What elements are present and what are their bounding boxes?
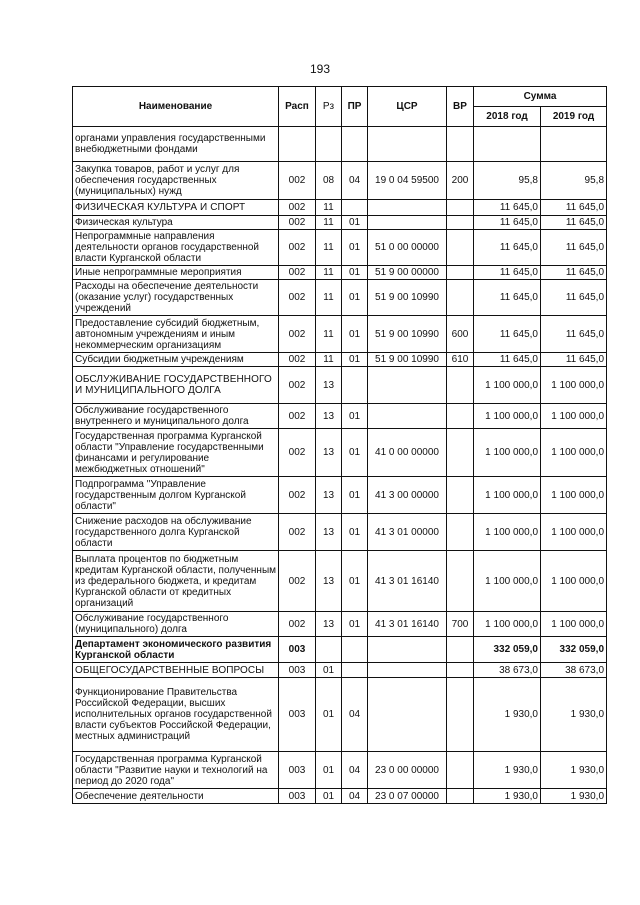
row-pr: 01 <box>342 316 368 353</box>
row-name: ОБЩЕГОСУДАРСТВЕННЫЕ ВОПРОСЫ <box>73 663 279 678</box>
row-2019: 95,8 <box>541 162 607 200</box>
row-rz: 01 <box>316 752 342 789</box>
row-vr <box>447 663 474 678</box>
row-rz: 13 <box>316 514 342 551</box>
row-csr: 51 9 00 00000 <box>368 266 447 280</box>
row-rz: 01 <box>316 789 342 804</box>
row-2018: 11 645,0 <box>474 266 541 280</box>
row-rz: 11 <box>316 353 342 367</box>
row-2018: 11 645,0 <box>474 316 541 353</box>
row-vr <box>447 678 474 752</box>
row-csr <box>368 367 447 404</box>
budget-table <box>72 86 607 804</box>
table-row <box>73 127 607 162</box>
row-pr: 04 <box>342 789 368 804</box>
row-csr <box>368 127 447 162</box>
row-csr <box>368 663 447 678</box>
row-name: Обслуживание государственного (муниципального) долга <box>73 612 279 637</box>
table-row <box>73 789 607 804</box>
row-rz <box>316 637 342 663</box>
row-rasp: 002 <box>279 367 316 404</box>
row-2019: 11 645,0 <box>541 353 607 367</box>
row-name: органами управления государственными внебюджетными фондами <box>73 127 279 162</box>
row-rasp: 002 <box>279 200 316 216</box>
row-2019: 1 100 000,0 <box>541 477 607 514</box>
header-csr: ЦСР <box>368 87 447 127</box>
row-pr: 01 <box>342 477 368 514</box>
row-rasp: 002 <box>279 551 316 612</box>
row-pr: 01 <box>342 266 368 280</box>
row-rasp: 002 <box>279 612 316 637</box>
row-vr <box>447 752 474 789</box>
row-2019: 1 100 000,0 <box>541 429 607 477</box>
row-rasp: 002 <box>279 477 316 514</box>
row-pr: 04 <box>342 678 368 752</box>
row-2019: 1 930,0 <box>541 678 607 752</box>
row-vr <box>447 230 474 266</box>
row-vr <box>447 477 474 514</box>
table-row <box>73 477 607 514</box>
row-csr: 23 0 00 00000 <box>368 752 447 789</box>
row-rz: 11 <box>316 316 342 353</box>
row-2019: 11 645,0 <box>541 280 607 316</box>
table-row <box>73 663 607 678</box>
row-pr <box>342 127 368 162</box>
row-vr <box>447 216 474 230</box>
row-pr: 01 <box>342 216 368 230</box>
row-rz: 01 <box>316 663 342 678</box>
header-name: Наименование <box>73 87 279 127</box>
row-rasp: 003 <box>279 663 316 678</box>
row-csr: 41 3 00 00000 <box>368 477 447 514</box>
row-rz: 11 <box>316 200 342 216</box>
row-rz: 13 <box>316 612 342 637</box>
header-row <box>73 87 607 107</box>
row-rasp: 002 <box>279 429 316 477</box>
row-rasp: 002 <box>279 280 316 316</box>
row-rasp: 003 <box>279 789 316 804</box>
row-name: Физическая культура <box>73 216 279 230</box>
row-name: Выплата процентов по бюджетным кредитам Курганской области, полученным из федерального бюджета, и кредитам Курганской области от кредитных организаций <box>73 551 279 612</box>
row-2019: 11 645,0 <box>541 266 607 280</box>
row-2018 <box>474 127 541 162</box>
row-rz: 11 <box>316 280 342 316</box>
row-csr <box>368 637 447 663</box>
row-name: Непрограммные направления деятельности органов государственной власти Курганской области <box>73 230 279 266</box>
row-rz: 11 <box>316 216 342 230</box>
row-vr <box>447 200 474 216</box>
row-name: Департамент экономического развития Курганской области <box>73 637 279 663</box>
row-rasp: 002 <box>279 514 316 551</box>
table-row <box>73 514 607 551</box>
row-vr <box>447 367 474 404</box>
row-csr: 41 3 01 00000 <box>368 514 447 551</box>
table-row <box>73 752 607 789</box>
row-vr <box>447 551 474 612</box>
row-2018: 11 645,0 <box>474 353 541 367</box>
row-rasp: 003 <box>279 637 316 663</box>
row-2018: 1 100 000,0 <box>474 551 541 612</box>
row-csr: 41 3 01 16140 <box>368 612 447 637</box>
header-rz: Рз <box>316 87 342 127</box>
header-vr: ВР <box>447 87 474 127</box>
row-rasp: 002 <box>279 316 316 353</box>
row-rz: 11 <box>316 266 342 280</box>
row-pr: 01 <box>342 404 368 429</box>
row-pr: 01 <box>342 230 368 266</box>
row-2019: 1 100 000,0 <box>541 404 607 429</box>
row-name: Подпрограмма "Управление государственным долгом Курганской области" <box>73 477 279 514</box>
row-2018: 95,8 <box>474 162 541 200</box>
row-pr: 01 <box>342 514 368 551</box>
table-row <box>73 230 607 266</box>
page-number: 193 <box>309 62 331 76</box>
header-pr: ПР <box>342 87 368 127</box>
row-pr: 01 <box>342 612 368 637</box>
row-vr <box>447 127 474 162</box>
row-2019: 11 645,0 <box>541 316 607 353</box>
row-rasp: 002 <box>279 162 316 200</box>
row-csr: 23 0 07 00000 <box>368 789 447 804</box>
table-row <box>73 678 607 752</box>
row-2019: 38 673,0 <box>541 663 607 678</box>
row-name: Субсидии бюджетным учреждениям <box>73 353 279 367</box>
row-rz: 13 <box>316 429 342 477</box>
row-pr: 01 <box>342 353 368 367</box>
row-name: ФИЗИЧЕСКАЯ КУЛЬТУРА И СПОРТ <box>73 200 279 216</box>
row-rz <box>316 127 342 162</box>
header-2019: 2019 год <box>541 107 607 127</box>
row-pr: 04 <box>342 752 368 789</box>
row-csr: 51 9 00 10990 <box>368 353 447 367</box>
table-row <box>73 429 607 477</box>
row-name: ОБСЛУЖИВАНИЕ ГОСУДАРСТВЕННОГО И МУНИЦИПАЛЬНОГО ДОЛГА <box>73 367 279 404</box>
row-rz: 13 <box>316 477 342 514</box>
row-vr: 200 <box>447 162 474 200</box>
row-rasp: 003 <box>279 678 316 752</box>
row-2019: 1 930,0 <box>541 752 607 789</box>
row-vr <box>447 429 474 477</box>
row-rz: 01 <box>316 678 342 752</box>
row-rasp: 002 <box>279 216 316 230</box>
row-rasp: 002 <box>279 353 316 367</box>
row-2019 <box>541 127 607 162</box>
row-csr <box>368 678 447 752</box>
row-name: Государственная программа Курганской области "Управление государственными финансами и регулирование межбюджетных отношений" <box>73 429 279 477</box>
table-row <box>73 216 607 230</box>
row-csr: 51 9 00 10990 <box>368 316 447 353</box>
row-name: Обеспечение деятельности <box>73 789 279 804</box>
row-vr <box>447 637 474 663</box>
row-2018: 1 930,0 <box>474 789 541 804</box>
row-vr <box>447 266 474 280</box>
table-row <box>73 367 607 404</box>
row-2018: 11 645,0 <box>474 230 541 266</box>
header-rasp: Расп <box>279 87 316 127</box>
row-name: Предоставление субсидий бюджетным, автономным учреждениям и иным некоммерческим организациям <box>73 316 279 353</box>
row-2018: 1 100 000,0 <box>474 367 541 404</box>
row-rz: 08 <box>316 162 342 200</box>
row-csr <box>368 200 447 216</box>
row-pr <box>342 637 368 663</box>
table-row <box>73 266 607 280</box>
row-vr: 610 <box>447 353 474 367</box>
row-2018: 1 100 000,0 <box>474 514 541 551</box>
row-rz: 11 <box>316 230 342 266</box>
row-csr: 41 0 00 00000 <box>368 429 447 477</box>
row-2018: 38 673,0 <box>474 663 541 678</box>
row-2018: 11 645,0 <box>474 280 541 316</box>
row-2018: 332 059,0 <box>474 637 541 663</box>
row-pr: 01 <box>342 429 368 477</box>
row-2019: 1 930,0 <box>541 789 607 804</box>
row-2018: 1 100 000,0 <box>474 429 541 477</box>
row-name: Государственная программа Курганской области "Развитие науки и технологий на период до 2020 года" <box>73 752 279 789</box>
table-row <box>73 551 607 612</box>
row-pr: 01 <box>342 280 368 316</box>
table-row <box>73 280 607 316</box>
row-vr <box>447 404 474 429</box>
row-rz: 13 <box>316 404 342 429</box>
row-2019: 1 100 000,0 <box>541 551 607 612</box>
row-csr: 51 9 00 10990 <box>368 280 447 316</box>
row-2019: 1 100 000,0 <box>541 612 607 637</box>
row-2018: 1 100 000,0 <box>474 477 541 514</box>
row-rasp: 002 <box>279 404 316 429</box>
row-rasp: 003 <box>279 752 316 789</box>
table-row <box>73 316 607 353</box>
row-2019: 11 645,0 <box>541 200 607 216</box>
row-name: Обслуживание государственного внутреннего и муниципального долга <box>73 404 279 429</box>
row-csr: 41 3 01 16140 <box>368 551 447 612</box>
table-row <box>73 612 607 637</box>
row-pr <box>342 663 368 678</box>
row-2019: 11 645,0 <box>541 230 607 266</box>
row-pr: 04 <box>342 162 368 200</box>
row-2019: 1 100 000,0 <box>541 514 607 551</box>
row-2018: 11 645,0 <box>474 216 541 230</box>
row-name: Функционирование Правительства Российской Федерации, высших исполнительных органов государственной власти субъектов Российской Федерации, местных администраций <box>73 678 279 752</box>
row-csr <box>368 216 447 230</box>
table-row <box>73 162 607 200</box>
row-csr: 51 0 00 00000 <box>368 230 447 266</box>
row-pr: 01 <box>342 551 368 612</box>
row-2018: 1 100 000,0 <box>474 612 541 637</box>
row-2018: 1 930,0 <box>474 678 541 752</box>
table-row <box>73 404 607 429</box>
row-rasp <box>279 127 316 162</box>
table-row <box>73 637 607 663</box>
row-rasp: 002 <box>279 230 316 266</box>
row-vr <box>447 514 474 551</box>
row-2019: 1 100 000,0 <box>541 367 607 404</box>
row-vr: 600 <box>447 316 474 353</box>
row-vr: 700 <box>447 612 474 637</box>
row-rz: 13 <box>316 367 342 404</box>
table-row <box>73 200 607 216</box>
row-name: Закупка товаров, работ и услуг для обеспечения государственных (муниципальных) нужд <box>73 162 279 200</box>
row-name: Иные непрограммные мероприятия <box>73 266 279 280</box>
row-rz: 13 <box>316 551 342 612</box>
row-csr <box>368 404 447 429</box>
header-sum: Сумма <box>474 87 607 107</box>
row-rasp: 002 <box>279 266 316 280</box>
row-2018: 1 930,0 <box>474 752 541 789</box>
row-name: Расходы на обеспечение деятельности (оказание услуг) государственных учреждений <box>73 280 279 316</box>
row-vr <box>447 789 474 804</box>
row-pr <box>342 200 368 216</box>
row-vr <box>447 280 474 316</box>
row-2018: 1 100 000,0 <box>474 404 541 429</box>
row-csr: 19 0 04 59500 <box>368 162 447 200</box>
row-2019: 332 059,0 <box>541 637 607 663</box>
row-name: Снижение расходов на обслуживание государственного долга Курганской области <box>73 514 279 551</box>
row-pr <box>342 367 368 404</box>
header-2018: 2018 год <box>474 107 541 127</box>
table-row <box>73 353 607 367</box>
row-2019: 11 645,0 <box>541 216 607 230</box>
row-2018: 11 645,0 <box>474 200 541 216</box>
